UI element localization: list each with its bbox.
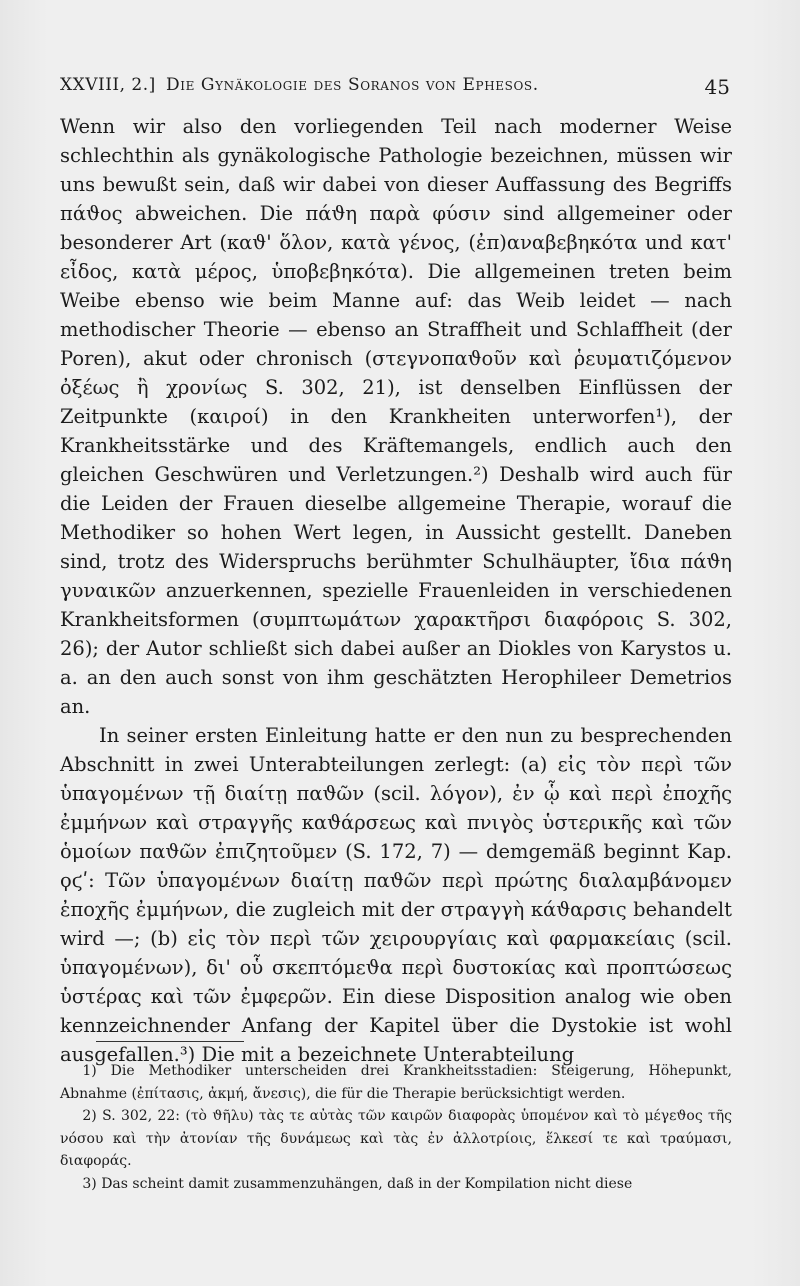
page-number: 45	[704, 75, 730, 99]
running-header	[60, 70, 730, 100]
footnote: 1) Die Methodiker unterscheiden drei Krankheitsstadien: Steigerung, Höhepunkt, Abnahme (ἐπίτασις, ἀκμή, ἄνεσις), die für die Therapie berücksichtigt werden.	[60, 1063, 732, 1102]
main-text	[60, 112, 732, 1069]
section-reference: XXVIII, 2.]	[60, 75, 156, 95]
running-title: Die Gynäkologie des Soranos von Ephesos.	[166, 75, 539, 95]
paragraph: In seiner ersten Einleitung hatte er den nun zu besprechenden Abschnitt in zwei Unterabteilungen zerlegt: (a) εἰς τὸν περὶ τῶν ὑπαγομένων τῇ διαίτῃ παϑῶν (scil. λόγον), ἐν ᾧ καὶ περὶ ἐποχῆς ἐμμήνων καὶ στραγγῆς καϑάρσεως καὶ πνιγὸς ὑστερικῆς καὶ τῶν ὁμοίων παϑῶν ἐπιζητοῦμεν (S. 172, 7) — demgemäß beginnt Kap. ϙϛʹ: Τῶν ὑπαγομένων διαίτῃ παϑῶν περὶ πρώτης διαλαμβάνομεν ἐποχῆς ἐμμήνων, die zugleich mit der στραγγὴ κάϑαρσις behandelt wird —; (b) εἰς τὸν περὶ τῶν χειρουργίαις καὶ φαρμακείαις (scil. ὑπαγομένων), δι' οὗ σκεπτόμεϑα περὶ δυστοκίας καὶ προπτώσεως ὑστέρας καὶ τῶν ἐμφερῶν. Ein diese Disposition analog wie oben kennzeichnender Anfang der Kapitel über die Dystokie ist wohl ausgefallen.³) Die mit a bezeichnete Unterabteilung	[60, 724, 732, 1066]
footnote: 3) Das scheint damit zusammenzuhängen, daß in der Kompilation nicht diese	[82, 1175, 633, 1192]
footnote-divider	[96, 1041, 244, 1042]
paragraph: Wenn wir also den vorliegenden Teil nach moderner Weise schlechthin als gynäkologische Pathologie bezeichnen, müssen wir uns bewußt sein, daß wir dabei von dieser Auffassung des Begriffs πάϑος abweichen. Die πάϑη παρὰ φύσιν sind allgemeiner oder besonderer Art (καϑ' ὅλον, κατὰ γένος, (ἐπ)αναβεβηκότα und κατ' εἶδος, κατὰ μέρος, ὑποβεβηκότα). Die allgemeinen treten beim Weibe ebenso wie beim Manne auf: das Weib leidet — nach methodischer Theorie — ebenso an Straffheit und Schlaffheit (der Poren), akut oder chronisch (στεγνοπαϑοῦν καὶ ῥευματιζόμενον ὀξέως ἢ χρονίως S. 302, 21), ist denselben Einflüssen der Zeitpunkte (καιροί) in den Krankheiten unterworfen¹), der Krankheitsstärke und des Kräftemangels, endlich auch den gleichen Geschwüren und Verletzungen.²) Deshalb wird auch für die Leiden der Frauen dieselbe allgemeine Therapie, worauf die Methodiker so hohen Wert legen, in Aussicht gestellt. Daneben sind, trotz des Widerspruchs berühmter Schulhäupter, ἴδια πάϑη γυναικῶν anzuerkennen, spezielle Frauenleiden in verschiedenen Krankheitsformen (συμπτωμάτων χαρακτῆρσι διαφόροις S. 302, 26); der Autor schließt sich dabei außer an Diokles von Karystos u. a. an den auch sonst von ihm geschätzten Herophileer Demetrios an.	[60, 115, 732, 718]
footnotes	[60, 1060, 732, 1195]
footnote: 2) S. 302, 22: (τὸ ϑῆλυ) τὰς τε αὐτὰς τῶν καιρῶν διαφορὰς ὑπομένον καὶ τὸ μέγεϑος τῆς νόσου καὶ τὴν ἀτονίαν τῆς δυνάμεως καὶ τὰς ἐν ἀλλοτρίοις, ἕλκεσί τε καὶ τραύμασι, διαφοράς.	[60, 1108, 732, 1169]
